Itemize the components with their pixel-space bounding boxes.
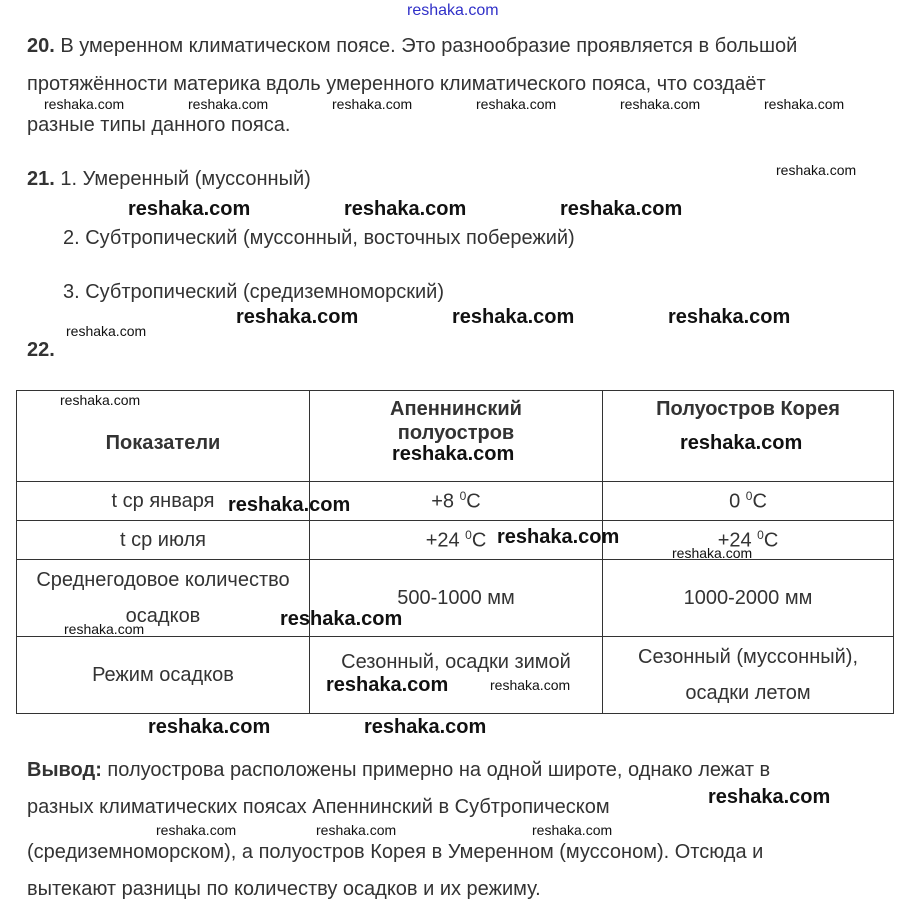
q21-item: 3. Субтропический (средиземноморский) bbox=[63, 281, 445, 303]
table-cell: 500-1000 мм bbox=[310, 560, 603, 637]
watermark: reshaka.com bbox=[228, 494, 351, 516]
q21-item: 2. Субтропический (муссонный, восточных побережий) bbox=[63, 227, 575, 249]
watermark: reshaka.com bbox=[280, 608, 403, 630]
table-header: Показатели bbox=[17, 391, 310, 482]
watermark: reshaka.com bbox=[332, 96, 413, 112]
table-cell: Сезонный, осадки зимой bbox=[310, 637, 603, 714]
watermark: reshaka.com bbox=[668, 306, 791, 328]
conclusion-line: Вывод: полуострова расположены примерно на одной широте, однако лежат в bbox=[27, 759, 771, 781]
watermark: reshaka.com bbox=[326, 674, 449, 696]
watermark: reshaka.com bbox=[44, 96, 125, 112]
table-cell: +24 $^0$C bbox=[603, 521, 894, 560]
table-cell: Сезонный (муссонный), осадки летом bbox=[603, 637, 894, 714]
watermark: reshaka.com bbox=[776, 162, 857, 178]
q21-number: 21. bbox=[27, 168, 55, 190]
conclusion-line: (средиземноморском), а полуостров Корея в Умеренном (муссоном). Отсюда и bbox=[27, 841, 764, 863]
table-cell: +8 $^0$C bbox=[310, 482, 603, 521]
watermark: reshaka.com bbox=[148, 716, 271, 738]
table-row bbox=[17, 560, 894, 637]
watermark: reshaka.com bbox=[188, 96, 269, 112]
watermark: reshaka.com bbox=[392, 443, 515, 465]
conclusion-line: разных климатических поясах Апеннинский в Субтропическом bbox=[27, 796, 610, 818]
watermark: reshaka.com bbox=[344, 198, 467, 220]
watermark: reshaka.com bbox=[476, 96, 557, 112]
table-cell: Режим осадков bbox=[17, 637, 310, 714]
conclusion-line: вытекают разницы по количеству осадков и их режиму. bbox=[27, 878, 541, 900]
q22-number: 22. bbox=[27, 339, 55, 361]
table-row bbox=[17, 521, 894, 560]
q20-number: 20. bbox=[27, 35, 55, 57]
watermark: reshaka.com bbox=[156, 822, 237, 838]
watermark: reshaka.com bbox=[680, 432, 803, 454]
watermark: reshaka.com bbox=[490, 677, 571, 693]
q21-line bbox=[27, 167, 311, 191]
watermark: reshaka.com bbox=[708, 786, 831, 808]
watermark: reshaka.com bbox=[560, 198, 683, 220]
watermark: reshaka.com bbox=[236, 306, 359, 328]
q21-item: 1. Умеренный (муссонный) bbox=[60, 168, 311, 190]
table-cell: Среднегодовое количество осадков bbox=[17, 560, 310, 637]
table-cell: t ср января bbox=[17, 482, 310, 521]
table-row bbox=[17, 637, 894, 714]
q20-line bbox=[27, 34, 797, 58]
watermark: reshaka.com bbox=[316, 822, 397, 838]
table-header: Апеннинский полуостров bbox=[310, 391, 603, 482]
table-cell: +24 $^0$C bbox=[310, 521, 603, 560]
table-cell: t ср июля bbox=[17, 521, 310, 560]
q20-line: разные типы данного пояса. bbox=[27, 114, 291, 136]
watermark: reshaka.com bbox=[532, 822, 613, 838]
watermark: reshaka.com bbox=[620, 96, 701, 112]
watermark: reshaka.com bbox=[672, 545, 753, 561]
q20-text: В умеренном климатическом поясе. Это разнообразие проявляется в большой bbox=[60, 35, 798, 57]
watermark: reshaka.com bbox=[64, 621, 145, 637]
watermark: reshaka.com bbox=[60, 392, 141, 408]
watermark: reshaka.com bbox=[66, 323, 147, 339]
table-header: Полуостров Корея bbox=[603, 391, 894, 482]
watermark: reshaka.com bbox=[128, 198, 251, 220]
table-row bbox=[17, 482, 894, 521]
watermark: reshaka.com bbox=[407, 2, 499, 19]
q20-line: протяжённости материка вдоль умеренного климатического пояса, что создаёт bbox=[27, 73, 766, 95]
watermark: reshaka.com bbox=[452, 306, 575, 328]
conclusion-label: Вывод: bbox=[27, 759, 102, 781]
watermark: reshaka.com bbox=[497, 526, 620, 548]
watermark: reshaka.com bbox=[364, 716, 487, 738]
table-cell: 1000-2000 мм bbox=[603, 560, 894, 637]
table-cell: 0 $^0$C bbox=[603, 482, 894, 521]
watermark: reshaka.com bbox=[764, 96, 845, 112]
